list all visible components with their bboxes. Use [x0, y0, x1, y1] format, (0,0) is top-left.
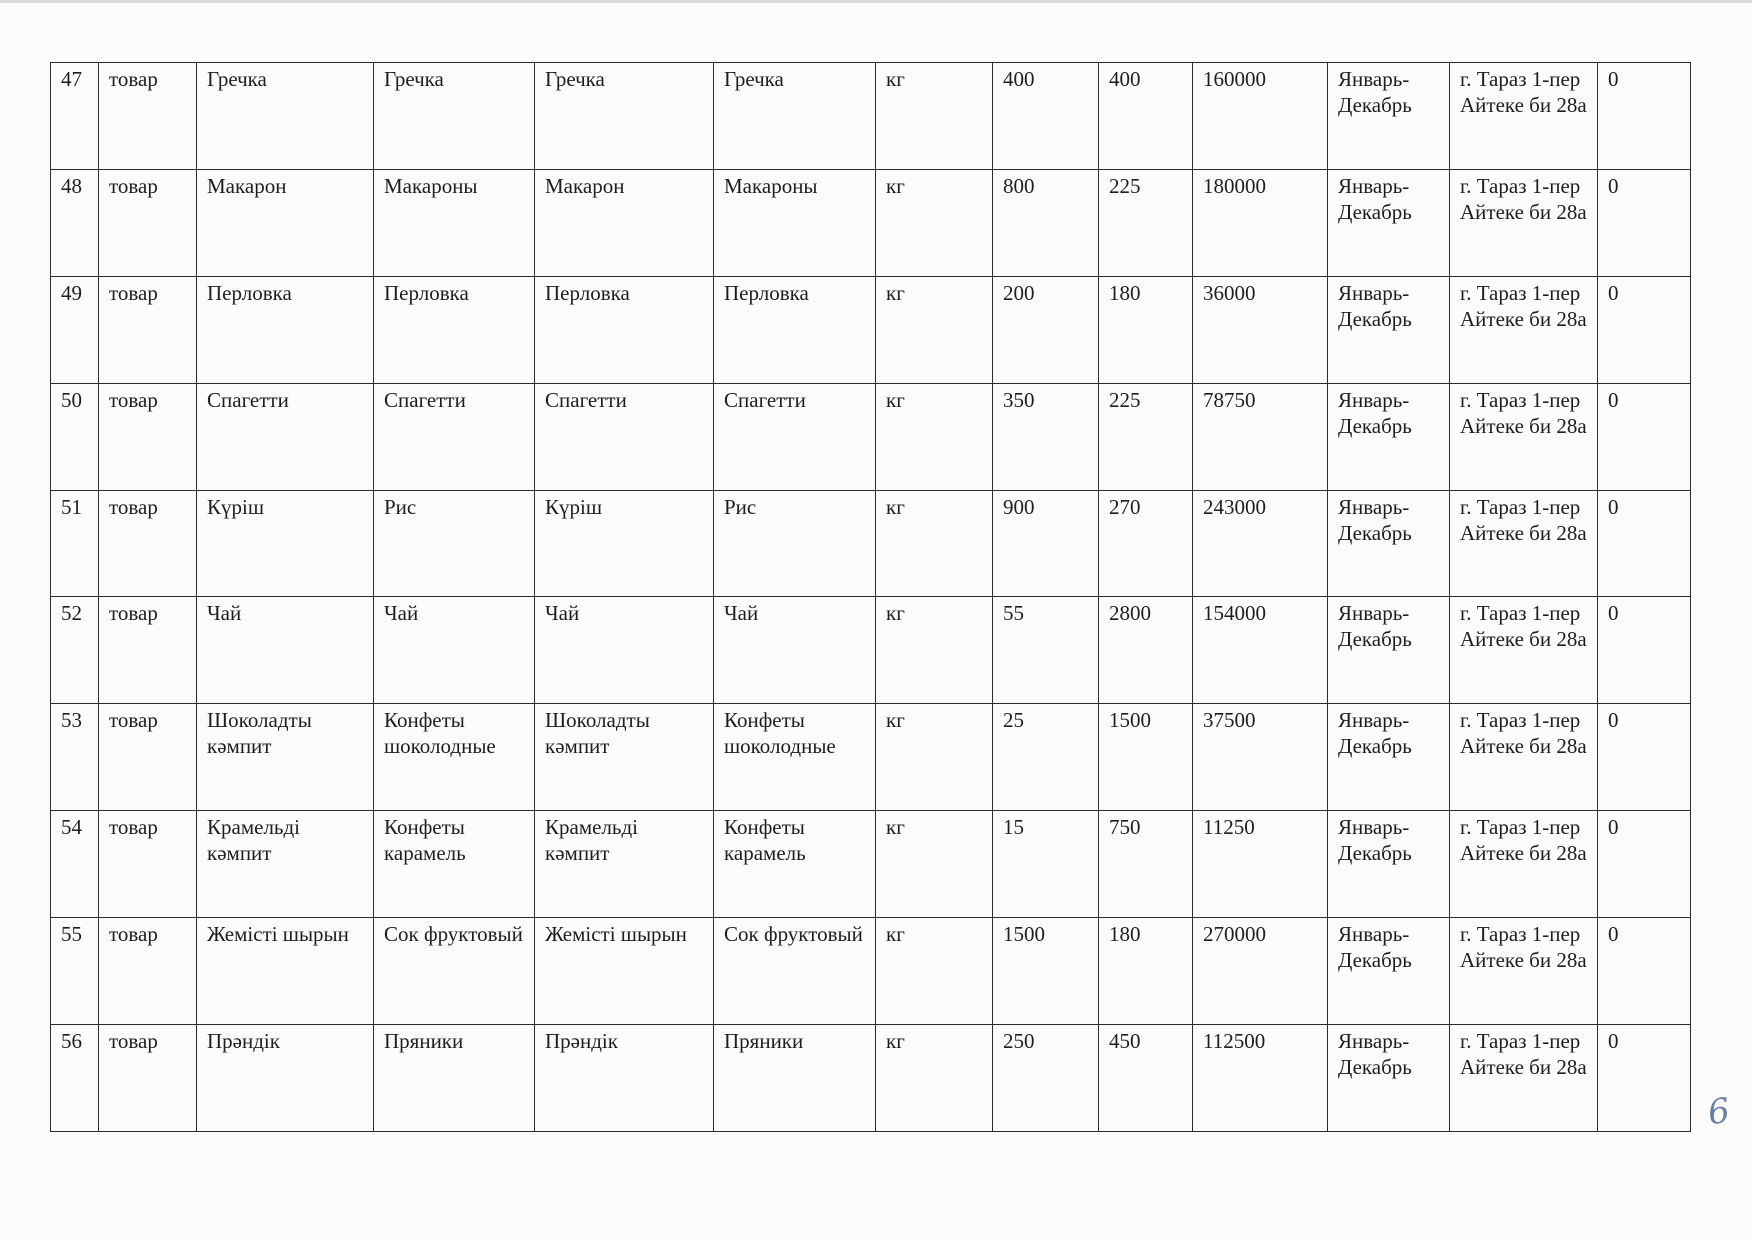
delivery-place-cell: г. Тараз 1-пер Айтеке би 28а	[1450, 276, 1598, 383]
description-kz-cell: Макарон	[535, 169, 714, 276]
name-ru-cell: Конфеты шоколодные	[374, 704, 535, 811]
description-ru-cell: Сок фруктовый	[714, 918, 876, 1025]
quantity-cell: 400	[993, 63, 1099, 170]
unit-cell: кг	[876, 276, 993, 383]
unit-price-cell: 450	[1099, 1025, 1193, 1132]
table-row	[51, 63, 1691, 170]
unit-price-cell: 2800	[1099, 597, 1193, 704]
item-type-cell: товар	[99, 1025, 197, 1132]
item-type-cell: товар	[99, 169, 197, 276]
unit-cell: кг	[876, 63, 993, 170]
description-ru-cell: Пряники	[714, 1025, 876, 1132]
description-kz-cell: Күріш	[535, 490, 714, 597]
name-ru-cell: Пряники	[374, 1025, 535, 1132]
table-row	[51, 276, 1691, 383]
delivery-place-cell: г. Тараз 1-пер Айтеке би 28а	[1450, 383, 1598, 490]
quantity-cell: 800	[993, 169, 1099, 276]
description-kz-cell: Прәндік	[535, 1025, 714, 1132]
unit-cell: кг	[876, 918, 993, 1025]
unit-price-cell: 225	[1099, 169, 1193, 276]
description-ru-cell: Рис	[714, 490, 876, 597]
name-ru-cell: Гречка	[374, 63, 535, 170]
row-number-cell: 54	[51, 811, 99, 918]
quantity-cell: 15	[993, 811, 1099, 918]
delivery-period-cell: Январь-Декабрь	[1328, 597, 1450, 704]
name-ru-cell: Рис	[374, 490, 535, 597]
item-type-cell: товар	[99, 490, 197, 597]
name-ru-cell: Сок фруктовый	[374, 918, 535, 1025]
table-row	[51, 811, 1691, 918]
delivery-period-cell: Январь-Декабрь	[1328, 918, 1450, 1025]
table-row	[51, 597, 1691, 704]
unit-price-cell: 180	[1099, 276, 1193, 383]
name-kz-cell: Макарон	[197, 169, 374, 276]
total-sum-cell: 37500	[1193, 704, 1328, 811]
delivery-place-cell: г. Тараз 1-пер Айтеке би 28а	[1450, 169, 1598, 276]
name-kz-cell: Прәндік	[197, 1025, 374, 1132]
item-type-cell: товар	[99, 811, 197, 918]
unit-price-cell: 750	[1099, 811, 1193, 918]
total-sum-cell: 154000	[1193, 597, 1328, 704]
row-number-cell: 50	[51, 383, 99, 490]
total-sum-cell: 78750	[1193, 383, 1328, 490]
description-ru-cell: Перловка	[714, 276, 876, 383]
table-row	[51, 918, 1691, 1025]
unit-price-cell: 180	[1099, 918, 1193, 1025]
description-kz-cell: Перловка	[535, 276, 714, 383]
description-kz-cell: Чай	[535, 597, 714, 704]
description-ru-cell: Конфеты карамель	[714, 811, 876, 918]
item-type-cell: товар	[99, 383, 197, 490]
name-kz-cell: Күріш	[197, 490, 374, 597]
advance-percent-cell: 0	[1598, 811, 1691, 918]
delivery-place-cell: г. Тараз 1-пер Айтеке би 28а	[1450, 704, 1598, 811]
unit-price-cell: 270	[1099, 490, 1193, 597]
name-kz-cell: Спагетти	[197, 383, 374, 490]
description-kz-cell: Гречка	[535, 63, 714, 170]
name-kz-cell: Перловка	[197, 276, 374, 383]
unit-price-cell: 400	[1099, 63, 1193, 170]
row-number-cell: 53	[51, 704, 99, 811]
name-ru-cell: Спагетти	[374, 383, 535, 490]
name-kz-cell: Гречка	[197, 63, 374, 170]
unit-cell: кг	[876, 169, 993, 276]
quantity-cell: 55	[993, 597, 1099, 704]
table-row	[51, 704, 1691, 811]
total-sum-cell: 36000	[1193, 276, 1328, 383]
name-kz-cell: Жемісті шырын	[197, 918, 374, 1025]
description-ru-cell: Конфеты шоколодные	[714, 704, 876, 811]
total-sum-cell: 270000	[1193, 918, 1328, 1025]
unit-cell: кг	[876, 811, 993, 918]
delivery-period-cell: Январь-Декабрь	[1328, 1025, 1450, 1132]
unit-cell: кг	[876, 383, 993, 490]
delivery-period-cell: Январь-Декабрь	[1328, 490, 1450, 597]
description-ru-cell: Макароны	[714, 169, 876, 276]
handwritten-page-number: 6	[1705, 1090, 1733, 1134]
description-ru-cell: Спагетти	[714, 383, 876, 490]
procurement-table	[50, 62, 1691, 1132]
table-row	[51, 383, 1691, 490]
description-ru-cell: Чай	[714, 597, 876, 704]
total-sum-cell: 180000	[1193, 169, 1328, 276]
unit-cell: кг	[876, 704, 993, 811]
quantity-cell: 25	[993, 704, 1099, 811]
name-kz-cell: Крамельді кәмпит	[197, 811, 374, 918]
advance-percent-cell: 0	[1598, 1025, 1691, 1132]
row-number-cell: 49	[51, 276, 99, 383]
delivery-period-cell: Январь-Декабрь	[1328, 276, 1450, 383]
quantity-cell: 350	[993, 383, 1099, 490]
item-type-cell: товар	[99, 918, 197, 1025]
description-kz-cell: Крамельді кәмпит	[535, 811, 714, 918]
delivery-place-cell: г. Тараз 1-пер Айтеке би 28а	[1450, 1025, 1598, 1132]
item-type-cell: товар	[99, 597, 197, 704]
quantity-cell: 900	[993, 490, 1099, 597]
total-sum-cell: 112500	[1193, 1025, 1328, 1132]
delivery-period-cell: Январь-Декабрь	[1328, 169, 1450, 276]
advance-percent-cell: 0	[1598, 490, 1691, 597]
unit-cell: кг	[876, 597, 993, 704]
name-ru-cell: Макароны	[374, 169, 535, 276]
row-number-cell: 52	[51, 597, 99, 704]
table-body	[51, 63, 1691, 1132]
quantity-cell: 250	[993, 1025, 1099, 1132]
delivery-place-cell: г. Тараз 1-пер Айтеке би 28а	[1450, 918, 1598, 1025]
scan-top-edge	[0, 0, 1752, 3]
advance-percent-cell: 0	[1598, 276, 1691, 383]
unit-price-cell: 225	[1099, 383, 1193, 490]
name-ru-cell: Перловка	[374, 276, 535, 383]
delivery-period-cell: Январь-Декабрь	[1328, 63, 1450, 170]
advance-percent-cell: 0	[1598, 597, 1691, 704]
delivery-place-cell: г. Тараз 1-пер Айтеке би 28а	[1450, 597, 1598, 704]
delivery-place-cell: г. Тараз 1-пер Айтеке би 28а	[1450, 490, 1598, 597]
row-number-cell: 56	[51, 1025, 99, 1132]
unit-cell: кг	[876, 490, 993, 597]
description-kz-cell: Спагетти	[535, 383, 714, 490]
advance-percent-cell: 0	[1598, 383, 1691, 490]
item-type-cell: товар	[99, 63, 197, 170]
table-row	[51, 1025, 1691, 1132]
quantity-cell: 1500	[993, 918, 1099, 1025]
unit-price-cell: 1500	[1099, 704, 1193, 811]
item-type-cell: товар	[99, 276, 197, 383]
table-row	[51, 169, 1691, 276]
delivery-place-cell: г. Тараз 1-пер Айтеке би 28а	[1450, 811, 1598, 918]
total-sum-cell: 11250	[1193, 811, 1328, 918]
name-ru-cell: Конфеты карамель	[374, 811, 535, 918]
row-number-cell: 47	[51, 63, 99, 170]
row-number-cell: 51	[51, 490, 99, 597]
delivery-period-cell: Январь-Декабрь	[1328, 811, 1450, 918]
row-number-cell: 48	[51, 169, 99, 276]
advance-percent-cell: 0	[1598, 918, 1691, 1025]
name-kz-cell: Шоколадты кәмпит	[197, 704, 374, 811]
total-sum-cell: 243000	[1193, 490, 1328, 597]
unit-cell: кг	[876, 1025, 993, 1132]
item-type-cell: товар	[99, 704, 197, 811]
advance-percent-cell: 0	[1598, 63, 1691, 170]
description-kz-cell: Жемісті шырын	[535, 918, 714, 1025]
quantity-cell: 200	[993, 276, 1099, 383]
name-kz-cell: Чай	[197, 597, 374, 704]
table-row	[51, 490, 1691, 597]
total-sum-cell: 160000	[1193, 63, 1328, 170]
name-ru-cell: Чай	[374, 597, 535, 704]
delivery-period-cell: Январь-Декабрь	[1328, 704, 1450, 811]
advance-percent-cell: 0	[1598, 169, 1691, 276]
delivery-period-cell: Январь-Декабрь	[1328, 383, 1450, 490]
delivery-place-cell: г. Тараз 1-пер Айтеке би 28а	[1450, 63, 1598, 170]
description-ru-cell: Гречка	[714, 63, 876, 170]
row-number-cell: 55	[51, 918, 99, 1025]
advance-percent-cell: 0	[1598, 704, 1691, 811]
description-kz-cell: Шоколадты кәмпит	[535, 704, 714, 811]
